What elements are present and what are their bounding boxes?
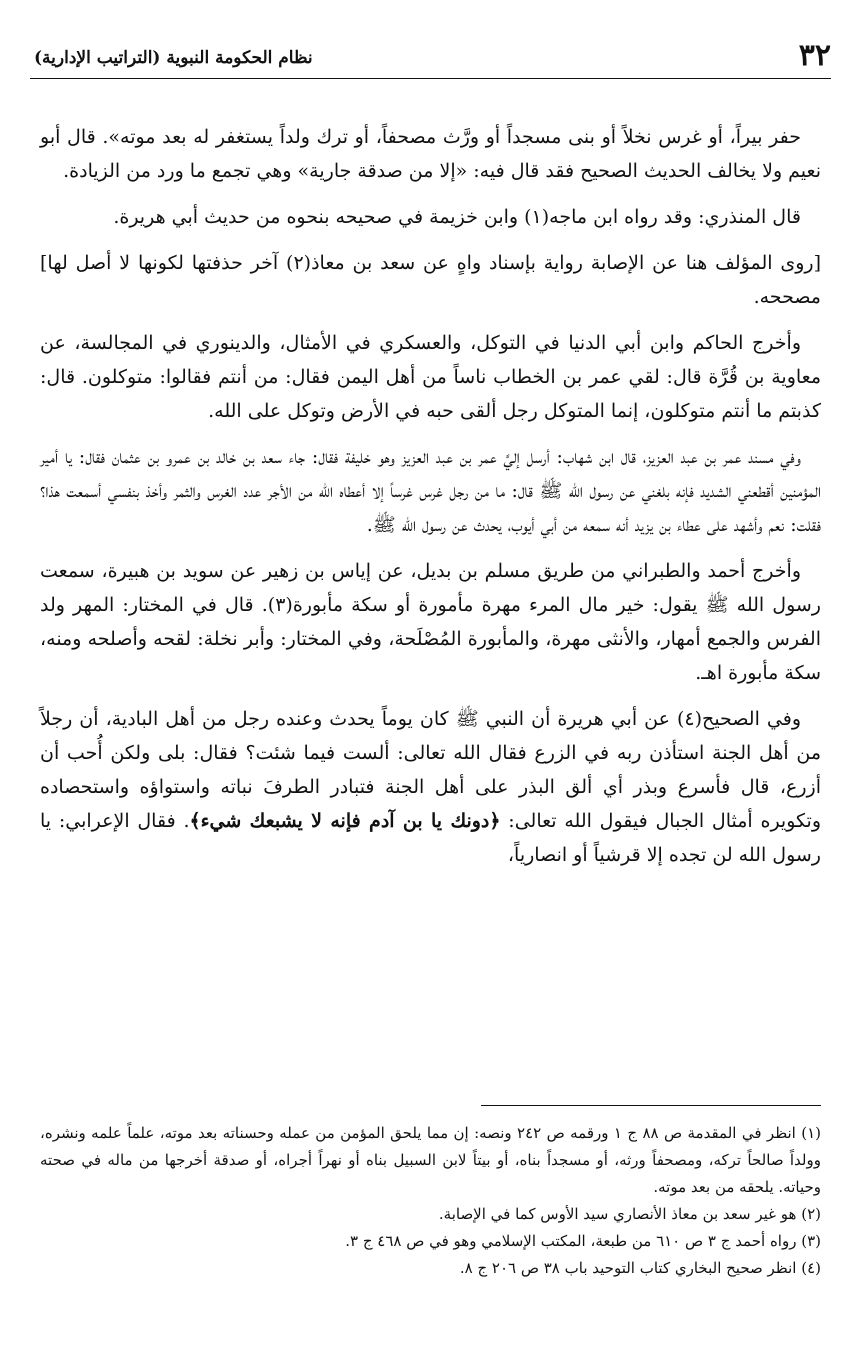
paragraph-text-continued: . فقال الإعرابي: يا رسول الله لن تجده إلا قرشياً أو انصارياً، [40,810,821,866]
footnote: (٢) هو غير سعد بن معاذ الأنصاري سيد الأوس كما في الإصابة. [438,1205,821,1223]
footnote: (٤) انظر صحيح البخاري كتاب التوحيد باب ٣٨ ص ٢٠٦ ج ٨. [459,1259,821,1277]
paragraph [40,702,821,872]
footnote: (٣) رواه أحمد ج ٣ ص ٦١٠ من طبعة، المكتب الإسلامي وهو في ص ٤٦٨ ج ٣. [345,1232,821,1250]
footnote-divider [481,1105,821,1106]
paragraph: وفي مسند عمر بن عبد العزيز، قال ابن شهاب: أرسل إليَّ عمر بن عبد العزيز وهو خليفة فقال: جاء سعد بن خالد بن عمرو بن عثمان فقال: يا أمير المؤمنين أقطعني الشديد فإنه بلغني عن رسول الله ﷺ قال: ما من رجل غرس غرساً إلا أعطاه الله من الأجر عدد الغرس والثمر وأخذ بنفسي أسمعت هذا؟ فقلت: نعم وأشهد على عطاء بن يزيد أنه سمعه من أبي أيوب، يحدث عن رسول الله ﷺ. [40,446,821,536]
footnotes [40,1120,821,1282]
page-number: ٣٢ [798,38,831,73]
body-text [40,120,821,884]
paragraph-text: وفي الصحيح(٤) عن أبي هريرة أن النبي ﷺ كان يوماً يحدث وعنده رجل من أهل البادية، أن رجلاً من أهل الجنة استأذن ربه في الزرع فقال الله تعالى: ألست فيما شئت؟ فقال: بلى ولكن أُحب أن أزرع، قال فأسرع وبذر أي ألق البذر على أهل الجنة فتبادر الطرفَ نباته واستواؤه واستحصاده وتكويره أمثال الجبال فيقول الله تعالى: [40,708,821,832]
paragraph: قال المنذري: وقد رواه ابن ماجه(١) وابن خزيمة في صحيحه بنحوه من حديث أبي هريرة. [113,206,801,228]
quran-quote: ﴿دونك يا بن آدم فإنه لا يشبعك شيء﴾ [189,810,501,832]
paragraph: وأخرج أحمد والطبراني من طريق مسلم بن بديل، عن إياس بن زهير عن سويد بن هبيرة، سمعت رسول الله ﷺ يقول: خير مال المرء مهرة مأمورة أو سكة مأبورة(٣). قال في المختار: المهر ولد الفرس والجمع أمهار، والأنثى مهرة، والمأبورة المُصْلَحة، وفي المختار: وأبر نخلة: لقحه وأصلحه ومنه، سكة مأبورة اهـ. [40,560,821,684]
page-header [30,34,831,79]
editor-note-paragraph: [روى المؤلف هنا عن الإصابة رواية بإسناد واهٍ عن سعد بن معاذ(٢) آخر حذفتها لكونها لا أصل لها] مصححه. [40,252,821,308]
paragraph: وأخرج الحاكم وابن أبي الدنيا في التوكل، والعسكري في الأمثال، والدينوري في المجالسة، عن معاوية بن قُرَّة قال: لقي عمر بن الخطاب ناساً من أهل اليمن فقال: من أنتم فقالوا: متوكلون. قال: كذبتم ما أنتم متوكلون، إنما المتوكل رجل ألقى حبه في الأرض وتوكل على الله. [40,332,821,422]
footnote: (١) انظر في المقدمة ص ٨٨ ج ١ ورقمه ص ٢٤٢ ونصه: إن مما يلحق المؤمن من عمله وحسناته بعد موته، علماً علمه ونشره، وولداً صالحاً تركه، ومصحفاً ورثه، أو مسجداً بناه، أو بيتاً لابن السبيل بناه أو نهراً أجراه، أو صدقة أخرجها من ماله في صحته وحياته. يلحقه من بعد موته. [40,1124,822,1196]
paragraph: حفر بيراً، أو غرس نخلاً أو بنى مسجداً أو ورَّث مصحفاً، أو ترك ولداً يستغفر له بعد موته». قال أبو نعيم ولا يخالف الحديث الصحيح فقد قال فيه: «إلا من صدقة جارية» وهي تجمع ما ورد من الزيادة. [40,126,821,182]
running-title: نظام الحكومة النبوية (التراتيب الإدارية) [30,48,313,68]
